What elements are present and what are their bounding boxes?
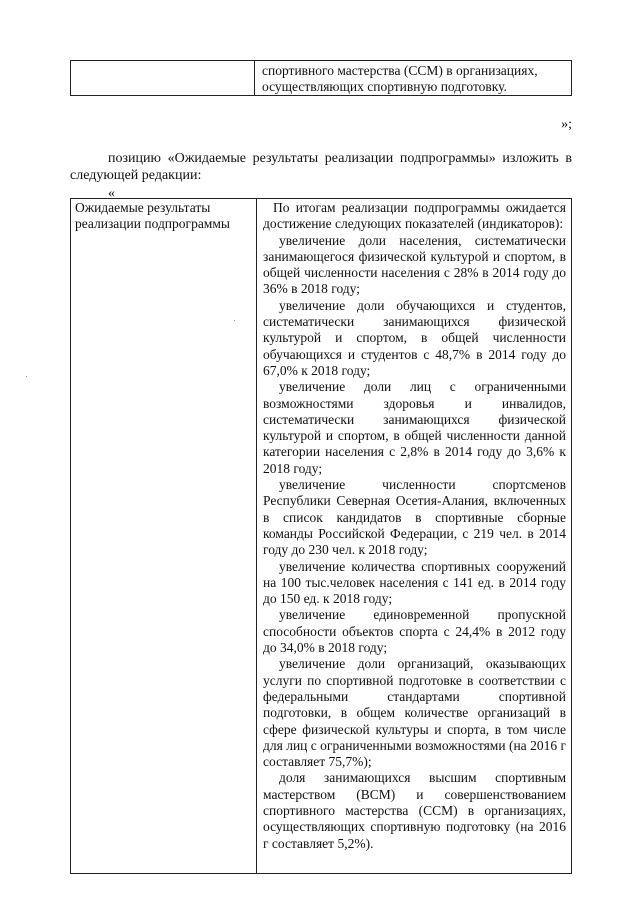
amendment-instruction: позицию «Ожидаемые результаты реализации подпрограммы» изложить в следующей редакции: [70, 151, 572, 183]
indicator-item: увеличение численности спортсменов Республики Северная Осетия-Алания, включенных в список кандидатов в спортивные сборные команды Российской Федерации, с 219 чел. в 2014 году до 230 чел. к 2018 году; [263, 477, 566, 558]
continued-table-left-cell [71, 61, 255, 95]
expected-results-content-cell [257, 199, 571, 873]
indicator-item: доля занимающихся высшим спортивным мастерством (ВСМ) и совершенствованием спортивного мастерства (ССМ) в организациях, осуществляющих спортивную подготовку (на 2016 г составляет 5,2%). [263, 770, 566, 851]
indicator-item: увеличение доли обучающихся и студентов, систематически занимающихся физической культурой и спортом, в общей численности обучающихся и студентов с 48,7% в 2014 году до 67,0% к 2018 году; [263, 297, 566, 378]
continued-table [70, 60, 572, 96]
expected-results-intro: По итогам реализации подпрограммы ожидается достижение следующих показателей (индикаторов): [263, 200, 566, 232]
scan-speck [234, 320, 235, 321]
expected-results-table [70, 198, 572, 874]
indicator-item: увеличение доли населения, систематически занимающегося физической культурой и спортом, в общей численности населения с 28% в 2014 году до 36% в 2018 году; [263, 232, 566, 297]
indicator-item: увеличение количества спортивных сооружений на 100 тыс.человек населения с 141 ед. в 2014 году до 150 ед. к 2018 году; [263, 558, 566, 607]
scan-speck [26, 376, 27, 377]
expected-results-label-cell: Ожидаемые результаты реализации подпрограммы [71, 199, 257, 873]
indicator-item: увеличение доли лиц с ограниченными возможностями здоровья и инвалидов, систематически занимающихся физической культурой и спортом, в общей численности данной категории населения с 2,8% в 2014 году до 3,6% к 2018 году; [263, 379, 566, 476]
indicator-item: увеличение доли организаций, оказывающих услуги по спортивной подготовке в соответствии с федеральными стандартами спортивной подготовки, в общем количестве организаций в сфере физической культуры и спорта, в том числе для лиц с ограниченными возможностями (на 2016 г составляет 75,7%); [263, 656, 566, 770]
closing-quote-mark: »; [561, 117, 572, 132]
opening-quote-mark: « [108, 186, 115, 201]
continued-table-right-cell: спортивного мастерства (ССМ) в организациях, осуществляющих спортивную подготовку. [262, 63, 538, 94]
indicator-item: увеличение единовременной пропускной способности объектов спорта с 24,4% в 2012 году до 34,0% в 2018 году; [263, 607, 566, 656]
